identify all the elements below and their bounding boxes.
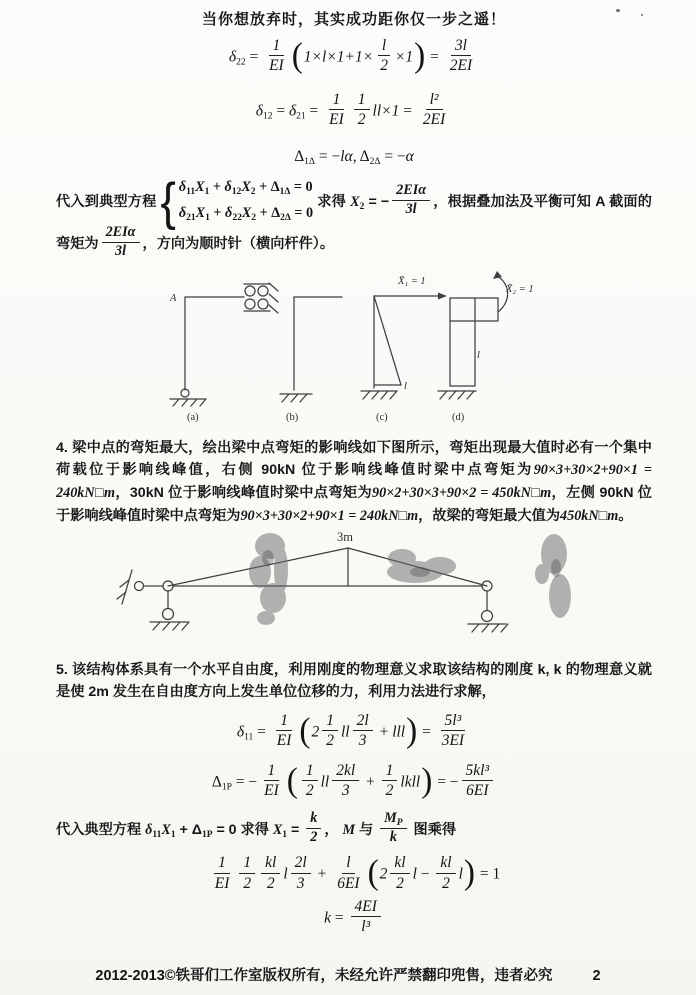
frames-figure-svg — [156, 268, 556, 426]
x2-unit-force-label: X̄₂ = 1 — [506, 283, 534, 295]
hinge-support-icon — [170, 389, 206, 406]
point-a-label: A — [170, 292, 177, 304]
formula-settlement: $\Delta_{1\Delta} = -l\alpha$, $\Delta_{2\Delta} = -\alpha$ — [294, 148, 414, 168]
paragraph-solve: 代入典型方程 $\delta_{11}X_1 + \Delta_{1P} = 0$ 求得 $X_1$ = $\frac{k}{2}$ ， M 与 $\frac{M_P}{k}$ 图乘得 — [56, 810, 457, 846]
scan-speck — [641, 14, 643, 16]
frame-a — [169, 283, 278, 423]
frame-c — [361, 275, 447, 423]
scan-speck — [616, 9, 620, 12]
frame-b-label: (b) — [286, 411, 299, 423]
footer — [0, 964, 696, 985]
right-roller-support-icon — [468, 591, 508, 632]
fixed-support-icon — [361, 391, 397, 399]
peak-value-label: 3m — [337, 529, 353, 544]
formula-delta11: $\delta_{11}$ = $\frac{1}{EI}$ (2 $\frac{1}{2}$ ll $\frac{2l}{3}$ + lll) = $\frac{\text{5l³}}{3EI}$ — [236, 710, 465, 750]
figure-frames — [156, 268, 652, 431]
fixed-support-icon — [438, 391, 476, 399]
frame-a-label: (a) — [187, 411, 199, 423]
formula-delta12: $\delta_{12} = \delta_{21}$ = $\frac{1}{EI}$ $\frac{1}{2}$ ll×1 = $\frac{\text{l²}}{2EI}$ — [255, 90, 446, 129]
frame-d — [438, 271, 534, 423]
left-roller-support-icon — [150, 591, 189, 630]
paragraph-typical-equations: 代入到典型方程 { $\delta_{11}X_1 + \delta_{12}X_2 + \Delta_{1\Delta} = 0$ $\delta_{21}X_1 + \delta_{22}X_2 + \Delta_{2\Delta} = 0$ 求得 $X_2$ = − $\frac{\text{2EIα}}{3l}$ ，根据叠加法及平衡可知 A 截面的弯矩为 $\frac{\text{2EIα}}{3l}$ ，方向为顺时针（横向杆件）。 — [56, 171, 652, 259]
paragraph-item5: 5. 该结构体系具有一个水平自由度，利用刚度的物理意义求取该结构的刚度 k, k 的物理意义就是使 2m 发生在自由度方向上发生单位位移的力，利用力法进行求解， — [56, 661, 652, 701]
motto-line: 当你想放弃时，其实成功距你仅一步之遥！ — [201, 11, 506, 28]
formula-graph-multiply: $\frac{1}{EI}$ $\frac{1}{2}$ $\frac{kl}{2}$ l $\frac{2l}{3}$ + $\frac{l}{6EI}$ (2 $\frac{kl}{2}$ l − $\frac{kl}{2}$ l) = 1 — [214, 853, 501, 893]
beam-figure-svg — [110, 528, 590, 646]
moment-value-label: l — [477, 349, 480, 361]
paragraph-item4: 4. 梁中点的弯矩最大，绘出梁中点弯矩的影响线如下图所示，弯矩出现最大值时必有一个集中荷载位于影响线峰值，右侧 90kN 位于影响线峰值时梁中点弯矩为90×3+30×2+90×1 = 240kN□m，30kN 位于影响线峰值时梁中点弯矩为90×2+30×3+90×2 = 450kN□m，左侧 90kN 位于影响线峰值时梁中点弯矩为90×3+30×2+90×1 = 240kN□m，故梁的弯矩最大值为450kN□m。 — [56, 439, 656, 524]
figure-influence-line — [110, 528, 652, 651]
fixed-support-icon — [280, 394, 312, 402]
ink-blot-icon — [249, 533, 571, 625]
arrow-right-icon — [438, 292, 447, 299]
page-number: 2 — [592, 968, 601, 984]
formula-stiffness-k: k = $\frac{4EI}{\text{l³}}$ — [56, 900, 652, 938]
x1-unit-force-label: X̄₁ = 1 — [398, 275, 426, 287]
copyright-line: 2012-2013©铁哥们工作室版权所有，未经允许严禁翻印兜售，违者必究 — [95, 968, 553, 984]
beam-structure — [117, 530, 508, 632]
formula-delta22: $\delta_{22}$ = $\frac{1}{EI}$ (1×l×1+1× $\frac{l}{2}$ ×1) = $\frac{3l}{2EI}$ — [228, 35, 473, 75]
frame-b — [280, 297, 342, 423]
frame-d-label: (d) — [452, 411, 465, 423]
left-anchor-icon — [117, 570, 163, 604]
moment-value-label: l — [404, 380, 407, 392]
formula-delta1p: $\Delta_{1P}$ = − $\frac{1}{EI}$ ( $\frac{1}{2}$ ll $\frac{2kl}{3}$ + $\frac{1}{2}$ lkll) = − $\frac{\text{5kl³}}{6EI}$ — [56, 764, 652, 802]
roller-support-icon — [244, 283, 278, 313]
frame-c-label: (c) — [376, 411, 388, 423]
